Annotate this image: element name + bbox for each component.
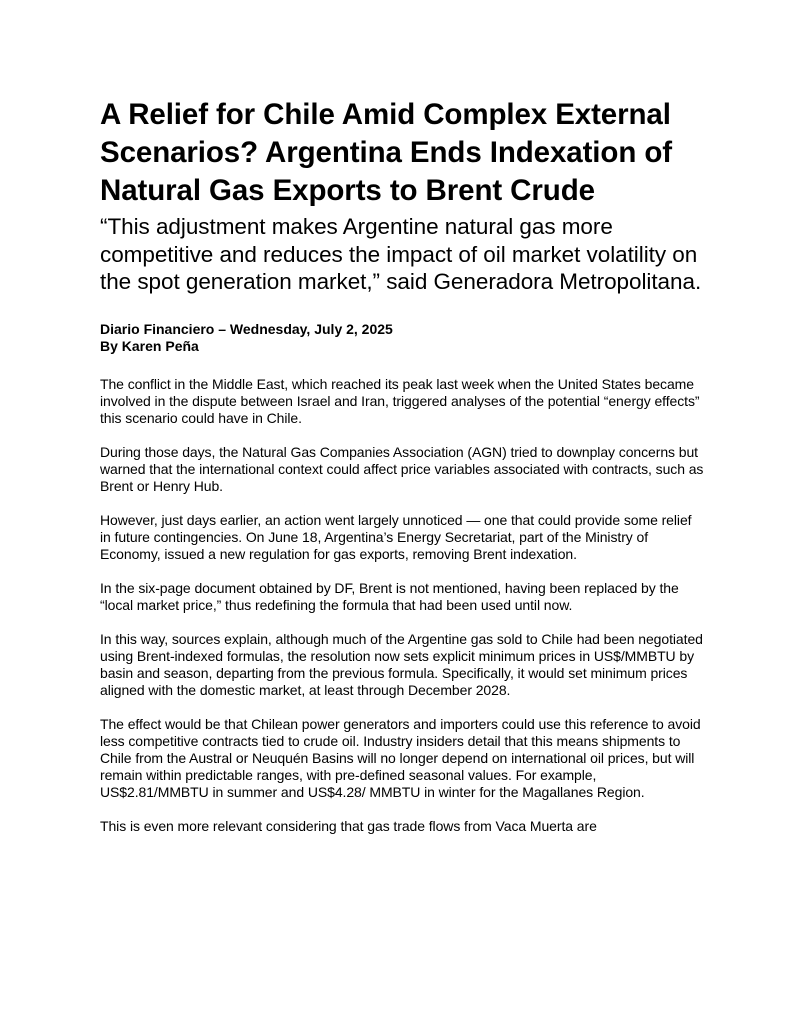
source-line: Diario Financiero – Wednesday, July 2, 2025: [100, 320, 393, 337]
paragraph: However, just days earlier, an action went largely unnoticed — one that could provide some relief in future contingencies. On June 18, Argentina’s Energy Secretariat, part of the Ministry of Economy, issued a new regulation for gas exports, removing Brent indexation.: [100, 511, 692, 562]
paragraph: The effect would be that Chilean power generators and importers could use this reference to avoid less competitive contracts tied to crude oil. Industry insiders detail that this means shipments to Chile from the Austral or Neuquén Basins will no longer depend on international oil prices, but will remain within predictable ranges, with pre-defined seasonal values. For example, US$2.81/MMBTU in summer and US$4.28/ MMBTU in winter for the Magallanes Region.: [100, 715, 701, 800]
paragraph: In the six-page document obtained by DF, Brent is not mentioned, having been replaced by the “local market price,” thus redefining the formula that had been used until now.: [100, 579, 679, 613]
paragraph: This is even more relevant considering that gas trade flows from Vaca Muerta are: [100, 817, 597, 834]
paragraph: The conflict in the Middle East, which reached its peak last week when the United States became involved in the dispute between Israel and Iran, triggered analyses of the potential “energy effects” this scenario could have in Chile.: [100, 375, 700, 426]
article-subtitle: “This adjustment makes Argentine natural gas more competitive and reduces the impact of oil market volatility on the spot generation market,” said Generadora Metropolitana.: [100, 214, 702, 294]
paragraph: During those days, the Natural Gas Companies Association (AGN) tried to downplay concerns but warned that the international context could affect price variables associated with contracts, such as Brent or Henry Hub.: [100, 443, 704, 494]
article-meta: [100, 321, 705, 355]
article-headline: A Relief for Chile Amid Complex External Scenarios? Argentina Ends Indexation of Natural Gas Exports to Brent Crude: [100, 98, 672, 207]
article-body: [100, 376, 705, 835]
paragraph: In this way, sources explain, although much of the Argentine gas sold to Chile had been negotiated using Brent-indexed formulas, the resolution now sets explicit minimum prices in US$/MMBTU by basin and season, departing from the previous formula. Specifically, it would set minimum prices aligned with the domestic market, at least through December 2028.: [100, 630, 703, 698]
article-page: [100, 96, 705, 852]
byline: By Karen Peña: [100, 337, 199, 354]
